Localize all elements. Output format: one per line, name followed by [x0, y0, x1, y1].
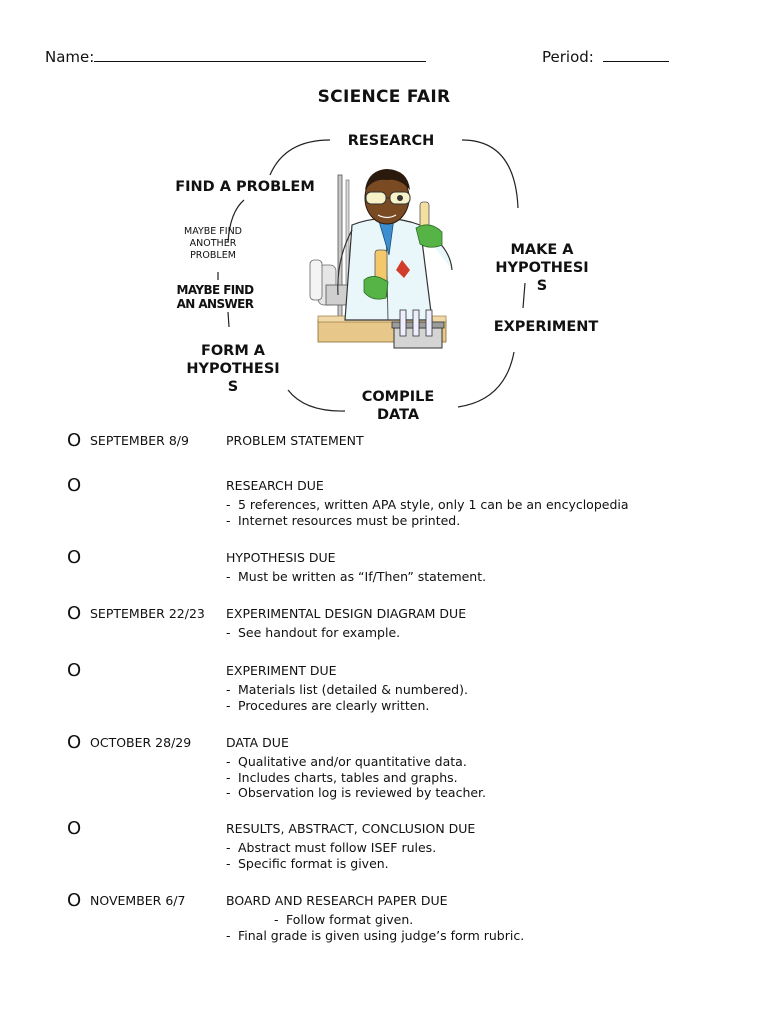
- task-date: OCTOBER 28/29: [90, 735, 192, 750]
- stage-form-hypothesis: FORM A HYPOTHESI S: [186, 343, 280, 395]
- period-blank[interactable]: [603, 46, 669, 62]
- checkbox-circle[interactable]: O: [67, 660, 82, 681]
- task-note: - Specific format is given.: [226, 855, 389, 871]
- task-title: HYPOTHESIS DUE: [226, 550, 336, 565]
- task-notes: [226, 912, 524, 943]
- task-note: - Qualitative and/or quantitative data.: [226, 754, 467, 769]
- task-notes: [226, 682, 468, 713]
- scientist-icon: [310, 169, 452, 348]
- task-note: - Internet resources must be printed.: [226, 512, 461, 528]
- task-date: NOVEMBER 6/7: [90, 893, 186, 908]
- period-field[interactable]: [542, 46, 669, 66]
- task-note: - Observation log is reviewed by teacher.: [226, 785, 487, 800]
- task-note: - Follow format given.: [274, 912, 414, 927]
- task-note: - Includes charts, tables and graphs.: [226, 769, 458, 785]
- task-note: - Materials list (detailed & numbered).: [226, 682, 468, 697]
- stage-compile-data: COMPILE DATA: [361, 389, 435, 423]
- checkbox-circle[interactable]: O: [67, 430, 82, 451]
- checkbox-circle[interactable]: O: [67, 732, 82, 753]
- maybe-find-another-problem: MAYBE FIND ANOTHER PROBLEM: [184, 226, 242, 261]
- task-title: EXPERIMENT DUE: [226, 663, 337, 678]
- period-label: Period:: [542, 48, 594, 66]
- name-field[interactable]: [45, 46, 426, 66]
- stage-experiment: EXPERIMENT: [493, 319, 599, 335]
- checkbox-circle[interactable]: O: [67, 818, 82, 839]
- task-title: RESEARCH DUE: [226, 478, 324, 493]
- task-note: - 5 references, written APA style, only 1 can be an encyclopedia: [226, 497, 629, 512]
- arc-find-to-research: [270, 140, 330, 175]
- task-note: - Final grade is given using judge’s form rubric.: [226, 927, 525, 943]
- task-date: SEPTEMBER 8/9: [90, 433, 189, 448]
- stage-find-problem: FIND A PROBLEM: [175, 179, 315, 195]
- task-notes: [226, 497, 629, 528]
- cycle-arrows: [0, 120, 768, 430]
- arc-answer-to-form: [228, 312, 229, 327]
- checkbox-circle[interactable]: O: [67, 890, 82, 911]
- name-blank[interactable]: [94, 46, 426, 62]
- task-list: [0, 430, 768, 990]
- arc-form-to-compile: [288, 390, 345, 411]
- checkbox-circle[interactable]: O: [67, 475, 82, 496]
- task-notes: [226, 754, 486, 801]
- arc-research-to-hypothesis: [462, 140, 518, 208]
- task-note: - Procedures are clearly written.: [226, 697, 430, 713]
- task-title: BOARD AND RESEARCH PAPER DUE: [226, 893, 448, 908]
- task-note: - Abstract must follow ISEF rules.: [226, 840, 437, 855]
- task-notes: [226, 569, 486, 585]
- task-note: - See handout for example.: [226, 625, 401, 640]
- stage-research: RESEARCH: [347, 133, 435, 149]
- task-title: DATA DUE: [226, 735, 289, 750]
- task-title: PROBLEM STATEMENT: [226, 433, 364, 448]
- science-cycle-diagram: [0, 120, 768, 430]
- maybe-find-an-answer: MAYBE FIND AN ANSWER: [176, 283, 254, 311]
- task-notes: [226, 840, 436, 871]
- task-notes: [226, 625, 400, 641]
- checkbox-circle[interactable]: O: [67, 547, 82, 568]
- stage-make-hypothesis: MAKE A HYPOTHESI S: [495, 242, 589, 294]
- page-title: SCIENCE FAIR: [317, 87, 451, 107]
- task-date: SEPTEMBER 22/23: [90, 606, 205, 621]
- task-note: - Must be written as “If/Then” statement.: [226, 569, 487, 584]
- checkbox-circle[interactable]: O: [67, 603, 82, 624]
- arc-experiment-to-compile: [458, 352, 514, 407]
- task-title: RESULTS, ABSTRACT, CONCLUSION DUE: [226, 821, 476, 836]
- name-label: Name:: [45, 48, 95, 66]
- task-title: EXPERIMENTAL DESIGN DIAGRAM DUE: [226, 606, 467, 621]
